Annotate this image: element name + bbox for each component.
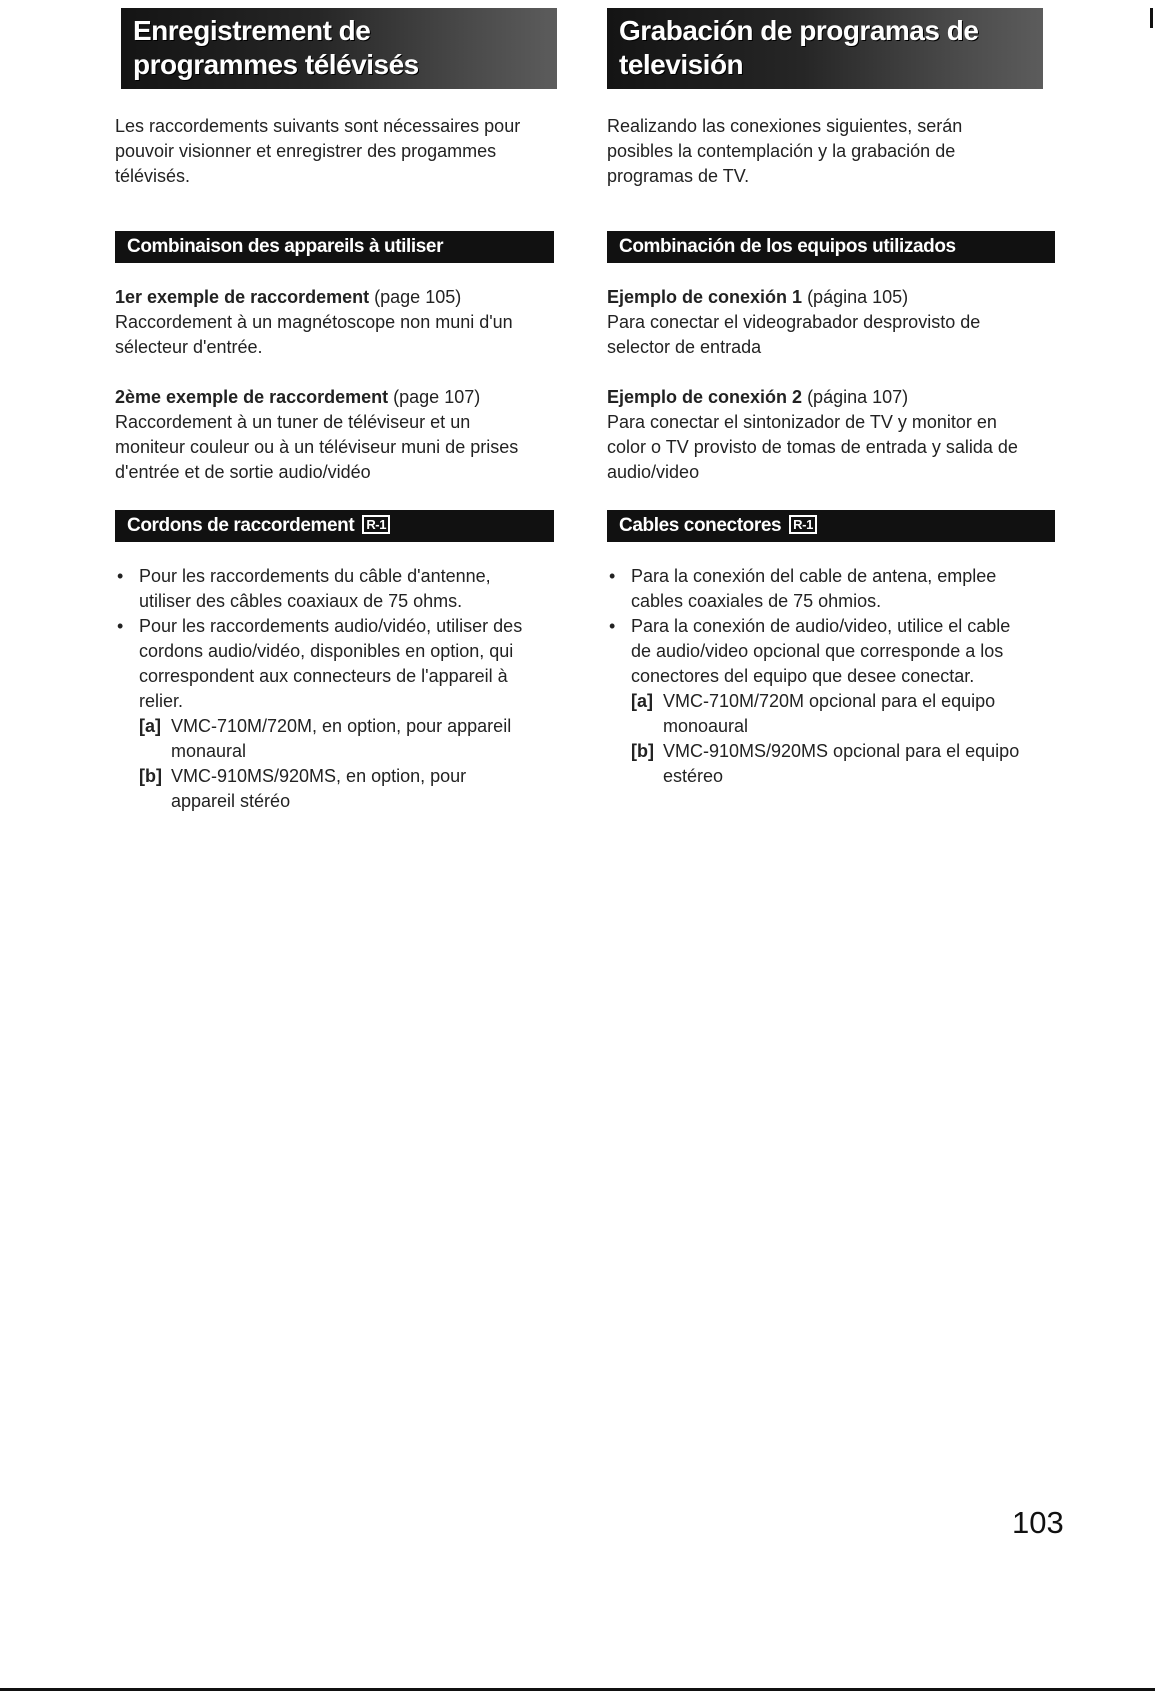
french-cable-option-b-tag: [b] xyxy=(139,766,162,786)
french-intro: Les raccordements suivants sont nécessaires pour pouvoir visionner et enregistrer des progammes télévisés. xyxy=(115,116,521,186)
list-item: • Para la conexión de audio/video, utilice el cable de audio/video opcional que corresponde a los conectores del equipo que desee conectar. xyxy=(607,614,1027,689)
spanish-cables-heading xyxy=(607,510,1055,542)
french-example-1-heading: 1er exemple de raccordement xyxy=(115,287,370,307)
french-cables-title: Cordons de raccordement xyxy=(127,515,355,536)
french-example-1-page-ref: (page 105) xyxy=(374,287,462,307)
french-cables-section xyxy=(115,510,535,814)
spanish-example-1 xyxy=(607,285,1027,360)
french-example-2-page-ref: (page 107) xyxy=(393,387,481,407)
french-combination-section xyxy=(115,231,535,485)
french-example-2-body: Raccordement à un tuner de téléviseur et un moniteur couleur ou à un téléviseur muni de prises d'entrée et de sortie audio/vidéo xyxy=(115,412,519,482)
french-combination-heading: Combinaison des appareils à utiliser xyxy=(115,231,554,263)
french-cable-option-a-text: VMC-710M/720M, en option, pour appareil monaural xyxy=(171,716,512,761)
french-cable-option-b-text: VMC-910MS/920MS, en option, pour appareil stéréo xyxy=(171,766,467,811)
spanish-cable-option-b-tag: [b] xyxy=(631,741,654,761)
spanish-main-title: Grabación de programas de televisión xyxy=(607,8,1043,89)
french-example-2-heading: 2ème exemple de raccordement xyxy=(115,387,389,407)
list-item: • Pour les raccordements du câble d'antenne, utiliser des câbles coaxiaux de 75 ohms. xyxy=(115,564,535,614)
spanish-example-2-body: Para conectar el sintonizador de TV y monitor en color o TV provisto de tomas de entrada y salida de audio/video xyxy=(607,412,1018,482)
spanish-column xyxy=(607,8,1027,809)
spanish-cables-section xyxy=(607,510,1027,789)
spanish-cable-option-b xyxy=(607,739,1027,789)
french-cable-option-a-tag: [a] xyxy=(139,716,161,736)
french-example-2 xyxy=(115,385,535,485)
spanish-example-1-page-ref: (página 105) xyxy=(807,287,909,307)
spanish-combination-heading: Combinación de los equipos utilizados xyxy=(607,231,1055,263)
spanish-example-2-heading: Ejemplo de conexión 2 xyxy=(607,387,803,407)
spanish-cable-option-a-tag: [a] xyxy=(631,691,653,711)
french-example-1-body: Raccordement à un magnétoscope non muni d'un sélecteur d'entrée. xyxy=(115,312,513,357)
spanish-example-1-body: Para conectar el videograbador desprovisto de selector de entrada xyxy=(607,312,981,357)
french-example-1 xyxy=(115,285,535,360)
spanish-cable-option-a xyxy=(607,689,1027,739)
french-cables-badge: R-1 xyxy=(362,515,390,534)
spanish-cables-list xyxy=(607,564,1027,689)
french-cable-option-b xyxy=(115,764,535,814)
french-cables-heading xyxy=(115,510,554,542)
spanish-example-2 xyxy=(607,385,1027,485)
list-item: • Para la conexión del cable de antena, emplee cables coaxiales de 75 ohmios. xyxy=(607,564,1027,614)
french-cable-option-a xyxy=(115,714,535,764)
page-number: 103 xyxy=(1012,1505,1064,1540)
spanish-cables-badge: R-1 xyxy=(789,515,817,534)
spanish-cables-title: Cables conectores xyxy=(619,515,782,536)
french-cables-list xyxy=(115,564,535,714)
list-item: • Pour les raccordements audio/vidéo, utiliser des cordons audio/vidéo, disponibles en option, qui correspondent aux connecteurs de l'appareil à relier. xyxy=(115,614,535,714)
spanish-cable-option-a-text: VMC-710M/720M opcional para el equipo monoaural xyxy=(663,691,996,736)
margin-mark xyxy=(1150,8,1153,28)
spanish-example-1-heading: Ejemplo de conexión 1 xyxy=(607,287,803,307)
spanish-intro: Realizando las conexiones siguientes, serán posibles la contemplación y la grabación de programas de TV. xyxy=(607,116,963,186)
spanish-example-2-page-ref: (página 107) xyxy=(807,387,909,407)
spanish-cable-option-b-text: VMC-910MS/920MS opcional para el equipo estéreo xyxy=(663,741,1020,786)
french-main-title: Enregistrement de programmes télévisés xyxy=(121,8,557,89)
spanish-combination-section xyxy=(607,231,1027,485)
french-column xyxy=(115,8,535,834)
